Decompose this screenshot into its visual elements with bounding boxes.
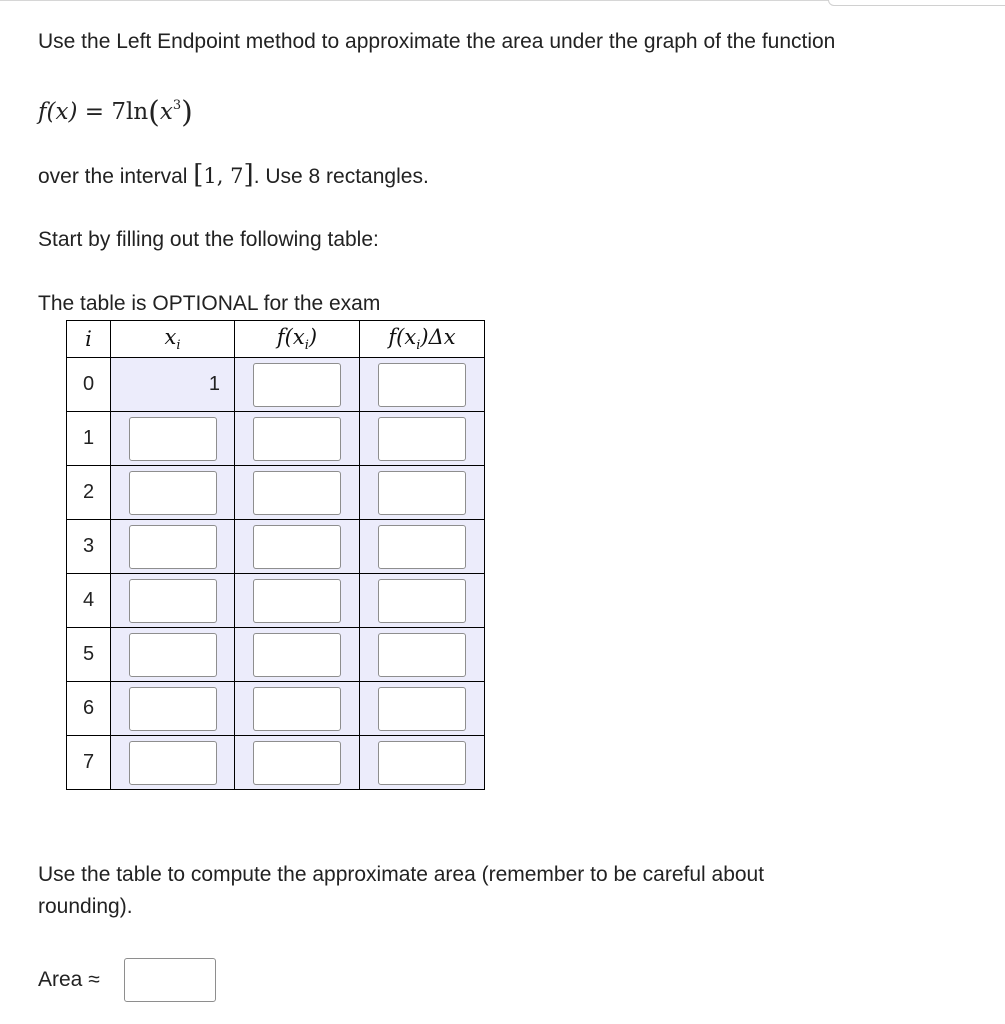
xi-input[interactable] (129, 633, 217, 677)
fxi-dx-input[interactable] (378, 633, 466, 677)
interval-expression: [1, 7] (193, 160, 254, 190)
table-header-row (67, 321, 485, 358)
xi-input[interactable] (129, 471, 217, 515)
formula-open-paren: ( (148, 95, 160, 130)
interval-line (38, 160, 429, 192)
table-row (67, 520, 485, 574)
fxi-input[interactable] (253, 525, 341, 569)
start-instruction: Start by filling out the following table: (38, 228, 379, 251)
fxi-input[interactable] (253, 579, 341, 623)
compute-instruction-line1: Use the table to compute the approximate area (remember to be careful about (38, 863, 765, 886)
xi-input[interactable] (129, 687, 217, 731)
fxi-dx-input[interactable] (378, 741, 466, 785)
fxi-input[interactable] (253, 741, 341, 785)
row-index: 0 (67, 358, 111, 412)
header-i: i (67, 321, 111, 358)
xi-input[interactable] (129, 417, 217, 461)
row-index: 4 (67, 574, 111, 628)
header-fxi-dx: $f(x_i)\Delta x$ (360, 321, 485, 358)
interval-end: 7 (230, 164, 244, 188)
fxi-input[interactable] (253, 363, 341, 407)
fxi-dx-input[interactable] (378, 417, 466, 461)
header-xi: $x_i$ (111, 321, 235, 358)
function-formula (38, 88, 193, 131)
header-fxi: $f(x_i)$ (235, 321, 360, 358)
fxi-dx-input[interactable] (378, 363, 466, 407)
table-caption: The table is OPTIONAL for the exam (38, 292, 381, 315)
table-row (67, 736, 485, 790)
compute-instruction-line2: rounding). (38, 895, 133, 918)
xi-input[interactable] (129, 525, 217, 569)
interval-suffix: . Use 8 rectangles. (253, 165, 429, 188)
table-row (67, 358, 485, 412)
instruction-line: Use the Left Endpoint method to approximate the area under the graph of the function (38, 30, 836, 53)
table-row (67, 682, 485, 736)
formula-close-paren: ) (181, 95, 193, 130)
fxi-dx-input[interactable] (378, 525, 466, 569)
xi-value: 1 (111, 358, 235, 412)
row-index: 5 (67, 628, 111, 682)
fxi-input[interactable] (253, 687, 341, 731)
row-index: 1 (67, 412, 111, 466)
formula-equals: = (84, 99, 105, 125)
fxi-input[interactable] (253, 417, 341, 461)
row-index: 7 (67, 736, 111, 790)
xi-input[interactable] (129, 741, 217, 785)
top-tab-edge (828, 0, 1005, 6)
interval-start: 1 (203, 164, 217, 188)
fxi-input[interactable] (253, 633, 341, 677)
row-index: 3 (67, 520, 111, 574)
top-divider (0, 0, 830, 1)
table-row (67, 628, 485, 682)
formula-exponent: 3 (172, 98, 182, 113)
area-answer-input[interactable] (124, 958, 216, 1002)
fxi-dx-input[interactable] (378, 471, 466, 515)
area-label: Area ≈ (38, 968, 100, 991)
endpoint-table (66, 320, 485, 790)
row-index: 2 (67, 466, 111, 520)
formula-ln: ln (125, 99, 149, 125)
fxi-input[interactable] (253, 471, 341, 515)
interval-close-bracket: ] (243, 160, 254, 190)
row-index: 6 (67, 682, 111, 736)
formula-coefficient: 7 (111, 99, 126, 125)
fxi-dx-input[interactable] (378, 579, 466, 623)
table-row (67, 412, 485, 466)
fxi-dx-input[interactable] (378, 687, 466, 731)
interval-prefix: over the interval (38, 165, 188, 188)
table-row (67, 466, 485, 520)
table-row (67, 574, 485, 628)
xi-input[interactable] (129, 579, 217, 623)
interval-open-bracket: [ (193, 160, 204, 190)
formula-lhs: f(x) (38, 99, 78, 125)
formula-base: x (159, 99, 173, 125)
